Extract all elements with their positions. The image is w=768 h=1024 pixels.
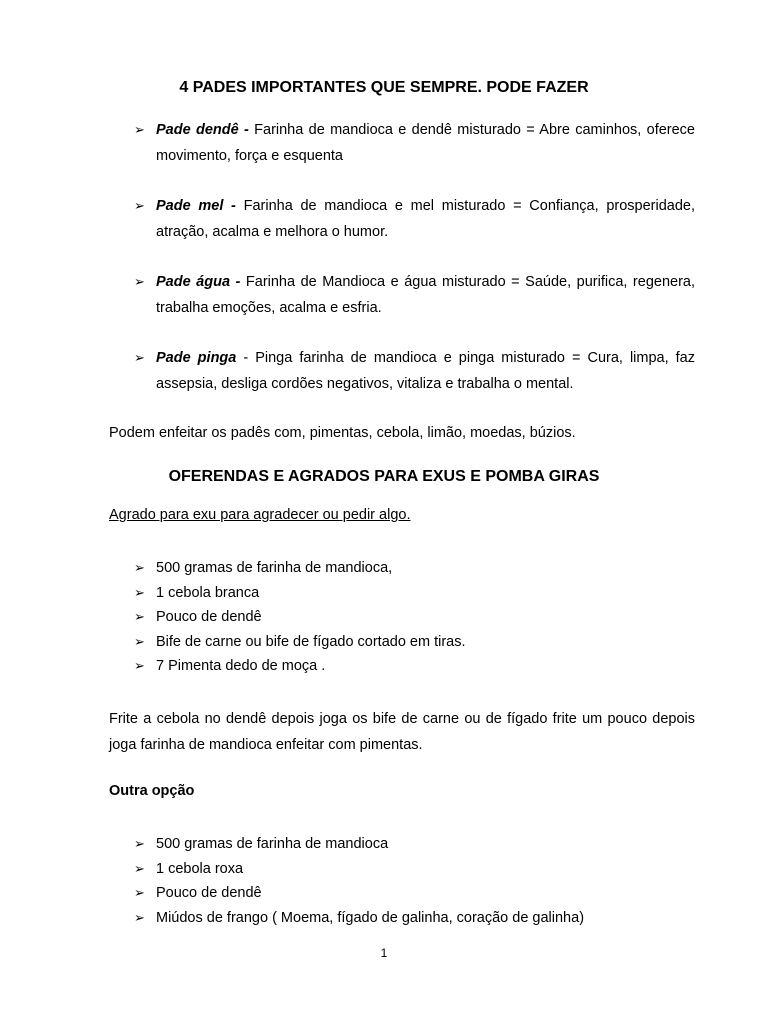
list-item <box>109 630 695 655</box>
arrow-bullet-icon: ➢ <box>134 350 145 365</box>
list-item <box>109 881 695 906</box>
arrow-bullet-icon: ➢ <box>134 122 145 137</box>
pade-name: Pade mel - <box>156 198 236 214</box>
ingredient-text: 500 gramas de farinha de mandioca <box>156 836 389 852</box>
instructions-paragraph: Frite a cebola no dendê depois joga os bife de carne ou de fígado frite um pouco depois joga farinha de mandioca enfeitar com pimentas. <box>109 711 695 753</box>
arrow-bullet-icon: ➢ <box>134 560 145 575</box>
list-item <box>109 269 695 321</box>
list-item <box>109 654 695 679</box>
ingredients-list-alt <box>109 832 695 930</box>
list-item <box>109 857 695 882</box>
arrow-bullet-icon: ➢ <box>134 658 145 673</box>
list-item <box>109 193 695 245</box>
list-item <box>109 117 695 169</box>
arrow-bullet-icon: ➢ <box>134 885 145 900</box>
arrow-bullet-icon: ➢ <box>134 860 145 876</box>
ingredient-text: Miúdos de frango ( Moema, fígado de galinha, coração de galinha) <box>156 909 585 926</box>
ingredients-list <box>109 556 695 679</box>
ingredient-text: Bife de carne ou bife de fígado cortado em tiras. <box>156 633 466 650</box>
pade-description: Farinha de Mandioca e água misturado = Saúde, purifica, regenera, trabalha emoções, acalma e esfria. <box>156 274 695 316</box>
arrow-bullet-icon: ➢ <box>134 198 145 213</box>
decoration-paragraph: Podem enfeitar os padês com, pimentas, cebola, limão, moedas, búzios. <box>109 425 576 441</box>
list-item <box>109 906 695 931</box>
pade-name: Pade água - <box>156 274 241 290</box>
offering-subtitle: Agrado para exu para agradecer ou pedir algo. <box>109 507 411 523</box>
ingredient-text: 500 gramas de farinha de mandioca, <box>156 560 393 576</box>
ingredient-text: Pouco de dendê <box>156 885 262 901</box>
ingredient-text: 7 Pimenta dedo de moça . <box>156 658 326 674</box>
list-item <box>109 581 695 606</box>
list-item <box>109 345 695 397</box>
arrow-bullet-icon: ➢ <box>134 609 145 624</box>
arrow-bullet-icon: ➢ <box>134 633 145 649</box>
pade-description: - Pinga farinha de mandioca e pinga misturado = Cura, limpa, faz assepsia, desliga cordões negativos, vitaliza e trabalha o mental. <box>156 350 695 392</box>
list-item <box>109 832 695 857</box>
page-number: 1 <box>380 946 388 960</box>
page-title: 4 PADES IMPORTANTES QUE SEMPRE. PODE FAZER <box>179 79 589 96</box>
pade-description: Farinha de mandioca e dendê misturado = Abre caminhos, oferece movimento, força e esquenta <box>156 122 695 164</box>
ingredient-text: 1 cebola roxa <box>156 860 244 877</box>
list-item <box>109 605 695 630</box>
option-heading: Outra opção <box>109 783 195 799</box>
ingredient-text: 1 cebola branca <box>156 584 260 601</box>
pade-description: Farinha de mandioca e mel misturado = Confiança, prosperidade, atração, acalma e melhora o humor. <box>156 198 695 240</box>
list-item <box>109 556 695 581</box>
arrow-bullet-icon: ➢ <box>134 584 145 600</box>
arrow-bullet-icon: ➢ <box>134 909 145 925</box>
ingredient-text: Pouco de dendê <box>156 609 262 625</box>
arrow-bullet-icon: ➢ <box>134 836 145 851</box>
section-title: OFERENDAS E AGRADOS PARA EXUS E POMBA GIRAS <box>168 468 600 485</box>
pade-list <box>109 117 695 397</box>
pade-name: Pade pinga <box>156 350 237 366</box>
pade-name: Pade dendê - <box>156 122 249 138</box>
arrow-bullet-icon: ➢ <box>134 274 145 289</box>
